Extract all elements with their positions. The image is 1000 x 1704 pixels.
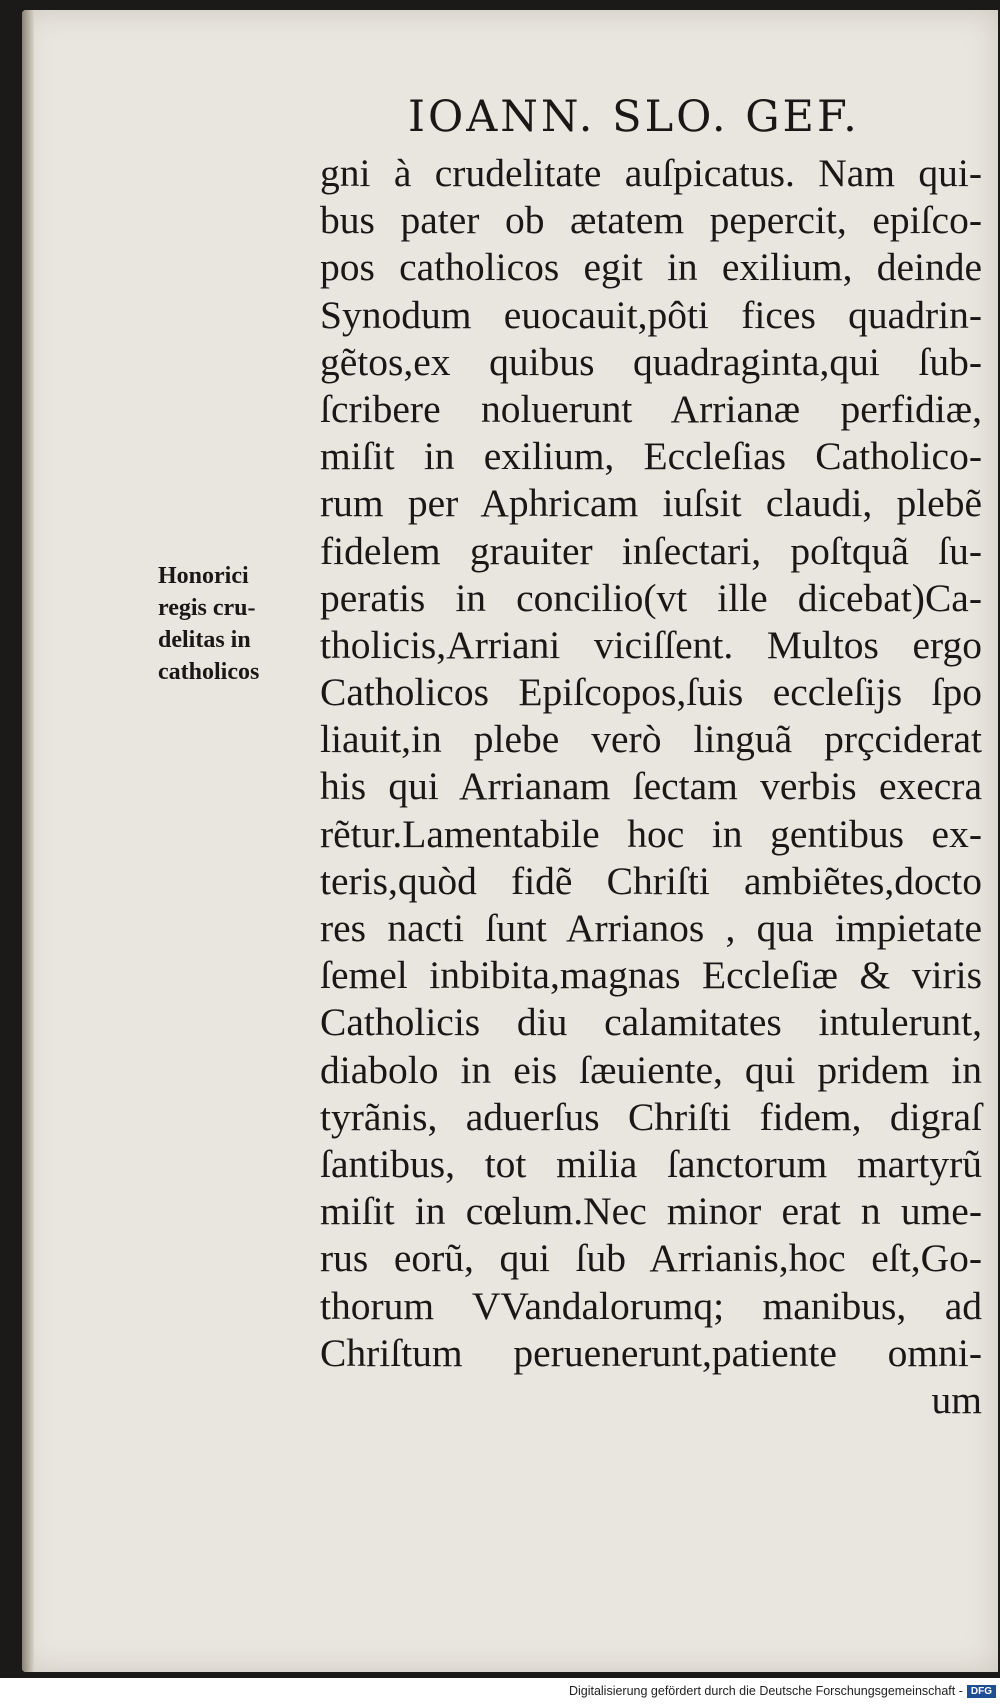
text-line: miſit in cœlum.Nec minor erat n ume- — [320, 1189, 982, 1234]
text-line: tholicis,Arriani viciſſent. Multos ergo — [320, 622, 982, 667]
text-line: peratis in concilio(vt ille dicebat)Ca- — [320, 575, 982, 620]
text-line: res nacti ſunt Arrianos , qua impietate — [320, 906, 982, 950]
text-line: Chriſtum peruenerunt,patiente omni- — [320, 1330, 982, 1375]
marginal-note-line: delitas in — [158, 627, 251, 653]
marginal-note — [158, 560, 323, 688]
text-line: pos catholicos egit in exilium, deinde — [320, 245, 982, 290]
text-line: ſemel inbibita,magnas Eccleſiæ & viris — [320, 953, 982, 998]
marginal-note-line: Honorici — [158, 563, 249, 589]
text-line: gni à crudelitate auſpicatus. Nam qui- — [320, 151, 982, 195]
text-line: thorum VVandalorumq; manibus, ad — [320, 1283, 982, 1328]
text-line: rus eorũ, qui ſub Arrianis,hoc eſt,Go- — [320, 1236, 982, 1281]
digitization-footer — [569, 1684, 996, 1698]
text-line: his qui Arrianam ſectam verbis execra — [320, 764, 982, 809]
text-line: ſcribere noluerunt Arrianæ perfidiæ, — [320, 386, 982, 431]
dfg-logo: DFG — [967, 1685, 996, 1698]
text-line: gẽtos,ex quibus quadraginta,qui ſub- — [320, 339, 982, 384]
text-line: Catholicos Epiſcopos,ſuis eccleſijs ſpo — [320, 670, 982, 715]
body-text — [320, 150, 982, 1424]
text-line: miſit in exilium, Eccleſias Catholico- — [320, 434, 982, 479]
text-line: Synodum euocauit,pôti fices quadrin- — [320, 292, 982, 337]
text-line: tyrãnis, aduerſus Chriſti fidem, digraſ — [320, 1094, 982, 1139]
text-line: bus pater ob ætatem pepercit, epiſco- — [320, 198, 982, 243]
text-line: teris,quòd fidẽ Chriſti ambiẽtes,docto — [320, 858, 982, 903]
catchword: um — [931, 1377, 982, 1422]
text-line: rẽtur.Lamentabile hoc in gentibus ex- — [320, 811, 982, 856]
text-line: liauit,in plebe verò linguã prçciderat — [320, 717, 982, 762]
text-line: rum per Aphricam iuſsit claudi, plebẽ — [320, 481, 982, 526]
text-line: diabolo in eis ſæuiente, qui pridem in — [320, 1047, 982, 1092]
marginal-note-line: catholicos — [158, 659, 260, 685]
text-line: ſantibus, tot milia ſanctorum martyrũ — [320, 1141, 982, 1186]
text-line: Catholicis diu calamitates intulerunt, — [320, 1000, 982, 1045]
running-header: IOANN. SLO. GEF. — [408, 92, 860, 142]
text-line: fidelem grauiter inſectari, poſtquã ſu- — [320, 528, 982, 573]
marginal-note-line: regis cru- — [158, 595, 256, 621]
page-gutter — [22, 10, 34, 1672]
footer-text: Digitalisierung gefördert durch die Deutsche Forschungsgemeinschaft - — [568, 1684, 963, 1698]
